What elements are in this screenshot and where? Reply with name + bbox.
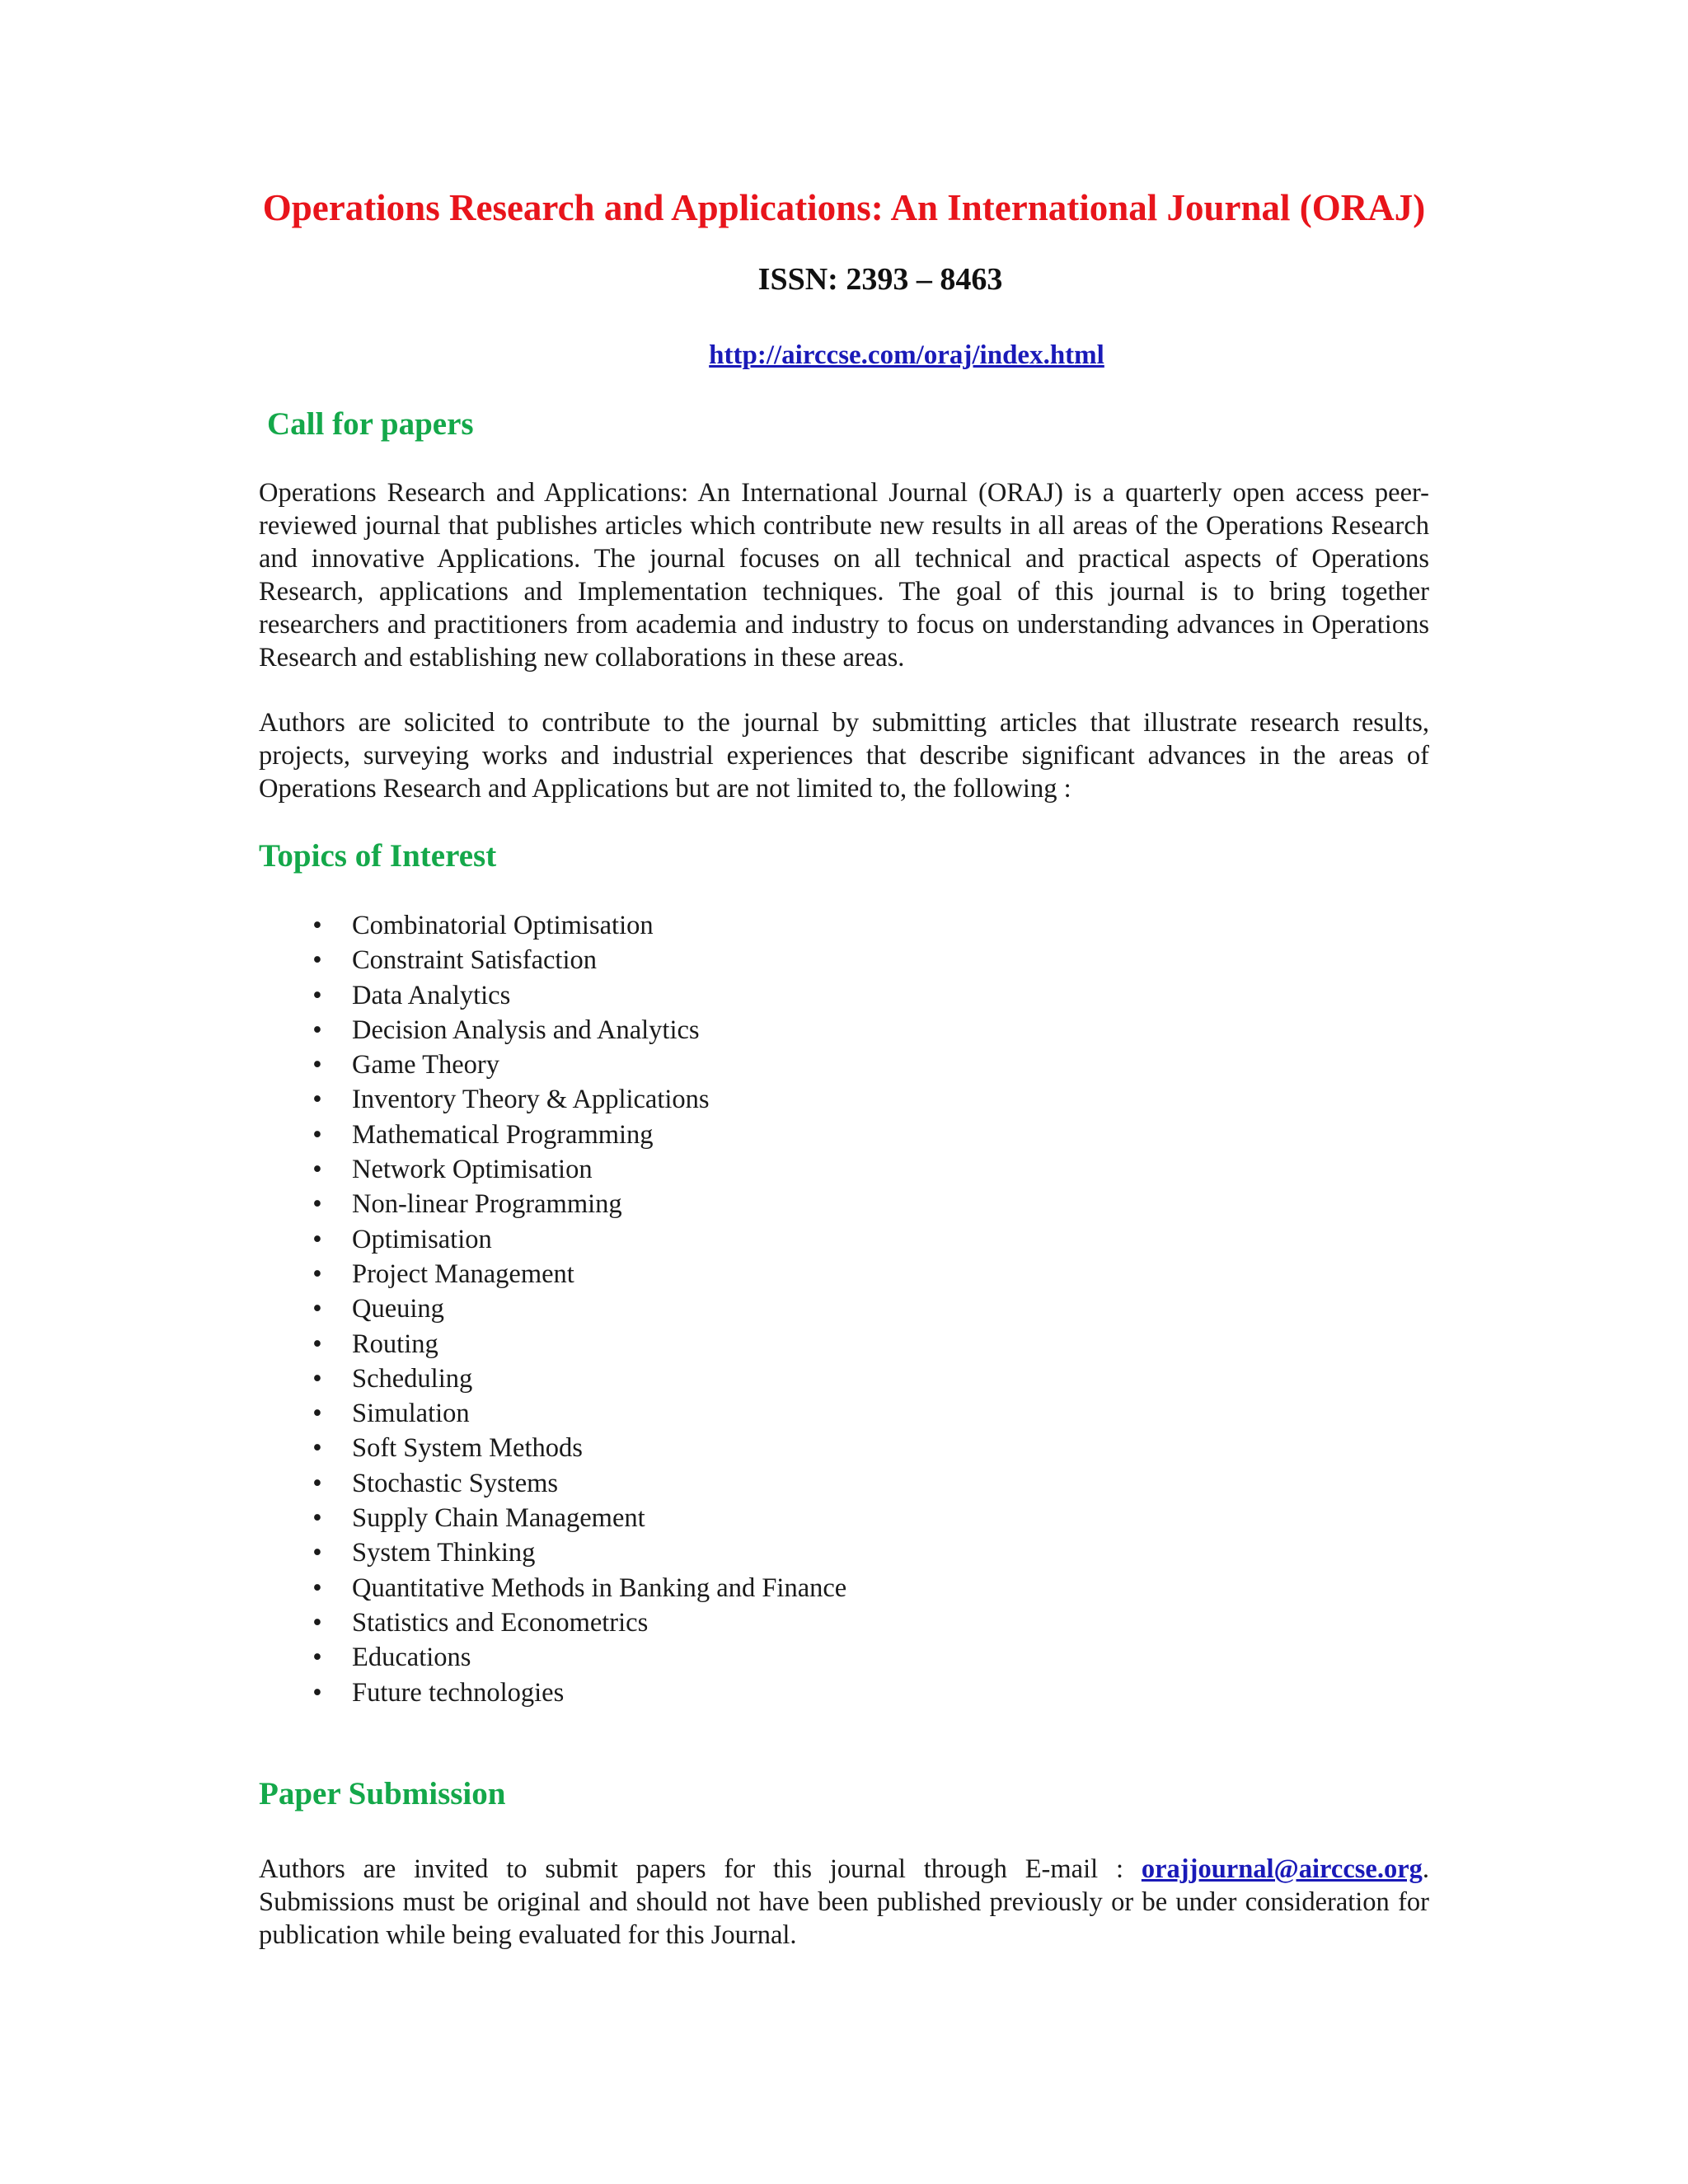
topic-label: Non-linear Programming — [352, 1189, 622, 1220]
issn: ISSN: 2393 – 8463 — [757, 262, 1003, 297]
submission-text-after: . Submissions must be original and should not have been published previously or be under consideration for publication while being evaluated for this Journal. — [259, 1854, 1429, 1950]
bullet-icon: • — [312, 1189, 322, 1220]
bullet-icon: • — [312, 1015, 322, 1045]
topic-item — [305, 943, 846, 977]
topic-item — [305, 1605, 846, 1640]
topic-item — [305, 1152, 846, 1187]
bullet-icon: • — [312, 1433, 322, 1464]
topic-item — [305, 1361, 846, 1396]
topic-item — [305, 1675, 846, 1710]
topic-label: Network Optimisation — [352, 1155, 593, 1185]
solicitation-paragraph: Authors are solicited to contribute to the journal by submitting articles that illustrate research results, projects, surveying works and industrial experiences that describe significant advances in the areas of Operations Research and Applications but are not limited to, the following : — [259, 708, 1429, 804]
topic-label: Stochastic Systems — [352, 1468, 559, 1498]
topics-list — [305, 908, 846, 1710]
topic-label: Routing — [352, 1329, 438, 1359]
topics-heading: Topics of Interest — [259, 838, 497, 874]
submission-paragraph — [259, 1853, 1429, 1952]
bullet-icon: • — [312, 1538, 322, 1568]
topic-label: Constraint Satisfaction — [352, 945, 597, 976]
bullet-icon: • — [312, 980, 322, 1010]
topic-item — [305, 1222, 846, 1257]
topic-item — [305, 1047, 846, 1082]
topic-label: Future technologies — [352, 1677, 565, 1708]
bullet-icon: • — [312, 1224, 322, 1254]
topic-item — [305, 1431, 846, 1465]
topic-label: Mathematical Programming — [352, 1119, 654, 1150]
topic-label: Optimisation — [352, 1224, 492, 1254]
bullet-icon: • — [312, 1363, 322, 1394]
submission-email-link[interactable]: orajjournal@airccse.org — [1141, 1854, 1423, 1884]
topic-label: Inventory Theory & Applications — [352, 1085, 710, 1115]
topic-item — [305, 1396, 846, 1431]
topic-item — [305, 908, 846, 943]
call-for-papers-heading: Call for papers — [267, 406, 474, 442]
topic-item — [305, 1535, 846, 1570]
topic-label: Simulation — [352, 1399, 470, 1429]
topic-item — [305, 1013, 846, 1047]
topic-label: Data Analytics — [352, 980, 511, 1010]
topic-label: Game Theory — [352, 1050, 499, 1080]
topic-label: Educations — [352, 1643, 471, 1673]
bullet-icon: • — [312, 945, 322, 976]
topic-label: Soft System Methods — [352, 1433, 583, 1464]
bullet-icon: • — [312, 1468, 322, 1498]
bullet-icon: • — [312, 1607, 322, 1638]
topic-label: System Thinking — [352, 1538, 536, 1568]
bullet-icon: • — [312, 1399, 322, 1429]
topic-label: Quantitative Methods in Banking and Finance — [352, 1572, 847, 1603]
topic-label: Project Management — [352, 1258, 574, 1289]
topic-label: Statistics and Econometrics — [352, 1607, 649, 1638]
bullet-icon: • — [312, 1643, 322, 1673]
topic-item — [305, 1640, 846, 1675]
bullet-icon: • — [312, 1155, 322, 1185]
bullet-icon: • — [312, 1503, 322, 1534]
topic-label: Supply Chain Management — [352, 1503, 645, 1534]
topic-item — [305, 1291, 846, 1326]
topic-label: Queuing — [352, 1294, 444, 1324]
journal-title: Operations Research and Applications: An International Journal (ORAJ) — [262, 187, 1426, 228]
topic-item — [305, 1257, 846, 1291]
bullet-icon: • — [312, 1258, 322, 1289]
bullet-icon: • — [312, 1085, 322, 1115]
call-for-papers-paragraph: Operations Research and Applications: An International Journal (ORAJ) is a quarterly open access peer-reviewed journal that publishes articles which contribute new results in all areas of the Operations Research and innovative Applications. The journal focuses on all technical and practical aspects of Operations Research, applications and Implementation techniques. The goal of this journal is to bring together researchers and practitioners from academia and industry to focus on understanding advances in Operations Research and establishing new collaborations in these areas. — [259, 478, 1429, 673]
bullet-icon: • — [312, 1329, 322, 1359]
topic-label: Decision Analysis and Analytics — [352, 1015, 700, 1045]
bullet-icon: • — [312, 911, 322, 940]
topic-item — [305, 1082, 846, 1117]
bullet-icon: • — [312, 1119, 322, 1150]
bullet-icon: • — [312, 1572, 322, 1603]
topic-item — [305, 1466, 846, 1501]
topic-item — [305, 1327, 846, 1361]
topic-item — [305, 1501, 846, 1535]
topic-label: Combinatorial Optimisation — [352, 911, 654, 940]
journal-url-link[interactable]: http://airccse.com/oraj/index.html — [709, 340, 1104, 370]
bullet-icon: • — [312, 1050, 322, 1080]
paper-submission-heading: Paper Submission — [259, 1776, 506, 1811]
topic-item — [305, 978, 846, 1013]
bullet-icon: • — [312, 1677, 322, 1708]
topic-label: Scheduling — [352, 1363, 473, 1394]
topic-item — [305, 1187, 846, 1221]
submission-text-before: Authors are invited to submit papers for this journal through E-mail : — [259, 1854, 1142, 1884]
bullet-icon: • — [312, 1294, 322, 1324]
topic-item — [305, 1118, 846, 1152]
topic-item — [305, 1571, 846, 1605]
